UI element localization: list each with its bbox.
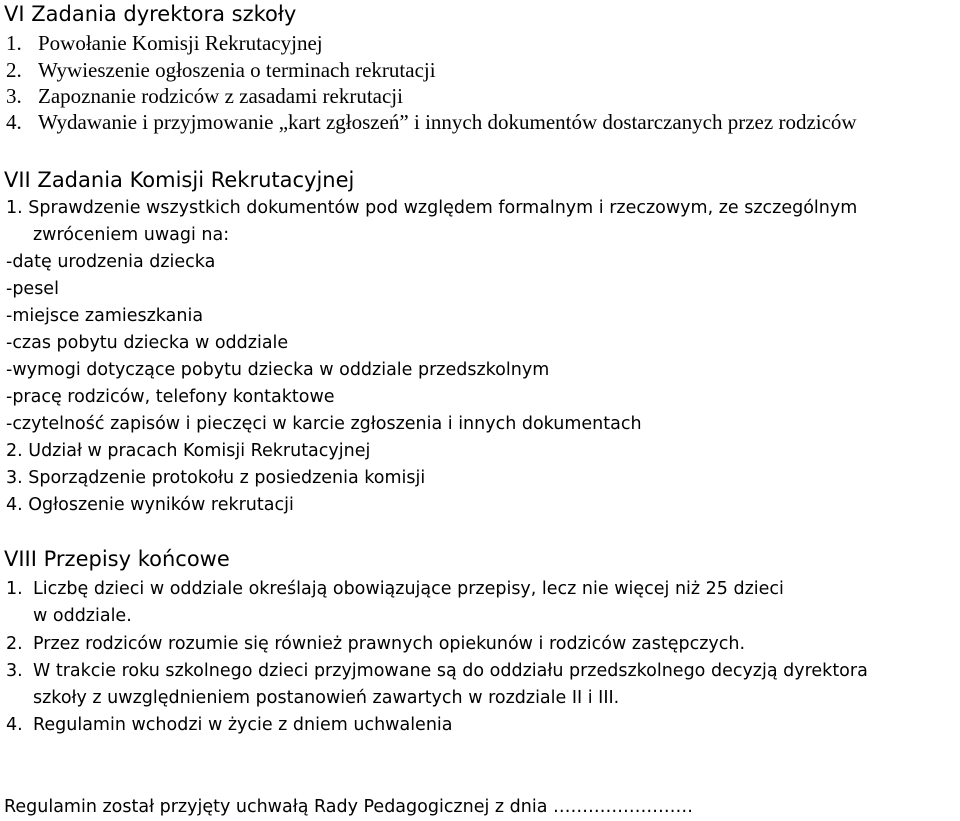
- list-item-text: Wywieszenie ogłoszenia o terminach rekrutacji: [38, 58, 436, 82]
- section-viii-item-4: [6, 717, 453, 735]
- section-vii-item-1-line-1: 1. Sprawdzenie wszystkich dokumentów pod względem formalnym i rzeczowym, ze szczególnym: [6, 198, 858, 218]
- list-item-text: Powołanie Komisji Rekrutacyjnej: [38, 31, 323, 55]
- section-vii-item-3: 3. Sporządzenie protokołu z posiedzenia komisji: [6, 468, 426, 488]
- list-number: 4.: [6, 110, 22, 134]
- section-viii-item-3: [6, 663, 868, 681]
- section-vii-item-2: 2. Udział w pracach Komisji Rekrutacyjnej: [6, 441, 371, 461]
- sublist-item: -datę urodzenia dziecka: [6, 252, 216, 272]
- section-viii-item-2: [6, 636, 745, 654]
- sublist-item: -wymogi dotyczące pobytu dziecka w oddziale przedszkolnym: [6, 360, 550, 380]
- section-vi-item-2: [6, 60, 436, 81]
- sublist-item: -miejsce zamieszkania: [6, 306, 204, 326]
- list-item-text: Zapoznanie rodziców z zasadami rekrutacji: [38, 84, 403, 108]
- list-number: 2.: [6, 634, 23, 654]
- list-item-text: W trakcie roku szkolnego dzieci przyjmowane są do oddziału przedszkolnego decyzją dyrektora: [33, 661, 868, 681]
- section-viii-heading: VIII Przepisy końcowe: [4, 547, 230, 571]
- section-vi-heading: VI Zadania dyrektora szkoły: [4, 2, 297, 26]
- sublist-item: -czytelność zapisów i pieczęci w karcie zgłoszenia i innych dokumentach: [6, 414, 642, 434]
- section-vi-item-3: [6, 86, 403, 107]
- section-vii-item-4: 4. Ogłoszenie wyników rekrutacji: [6, 495, 294, 515]
- section-viii-item-3-cont: szkoły z uwzględnieniem postanowień zawartych w rozdziale II i III.: [33, 688, 620, 708]
- list-number: 1.: [6, 579, 23, 599]
- section-vii-item-1-line-2: zwróceniem uwagi na:: [33, 225, 230, 245]
- sublist-item: -czas pobytu dziecka w oddziale: [6, 333, 289, 353]
- section-vi-item-4: [6, 112, 857, 133]
- section-vii-heading: VII Zadania Komisji Rekrutacyjnej: [4, 168, 355, 192]
- section-viii-item-1-cont: w oddziale.: [33, 606, 132, 626]
- list-item-text: Liczbę dzieci w oddziale określają obowiązujące przepisy, lecz nie więcej niż 25 dzieci: [33, 579, 784, 599]
- list-number: 2.: [6, 58, 22, 82]
- section-viii-item-1: [6, 581, 784, 599]
- footer-adoption-note: Regulamin został przyjęty uchwałą Rady Pedagogicznej z dnia ……………………: [4, 797, 694, 817]
- list-number: 3.: [6, 661, 23, 681]
- list-number: 3.: [6, 84, 22, 108]
- list-number: 4.: [6, 715, 23, 735]
- list-number: 1.: [6, 31, 22, 55]
- sublist-item: -pesel: [6, 279, 59, 299]
- sublist-item: -pracę rodziców, telefony kontaktowe: [6, 387, 335, 407]
- list-item-text: Przez rodziców rozumie się również prawnych opiekunów i rodziców zastępczych.: [33, 634, 746, 654]
- list-item-text: Wydawanie i przyjmowanie „kart zgłoszeń” i innych dokumentów dostarczanych przez rodziców: [38, 110, 857, 134]
- section-vi-item-1: [6, 33, 323, 54]
- list-item-text: Regulamin wchodzi w życie z dniem uchwalenia: [33, 715, 453, 735]
